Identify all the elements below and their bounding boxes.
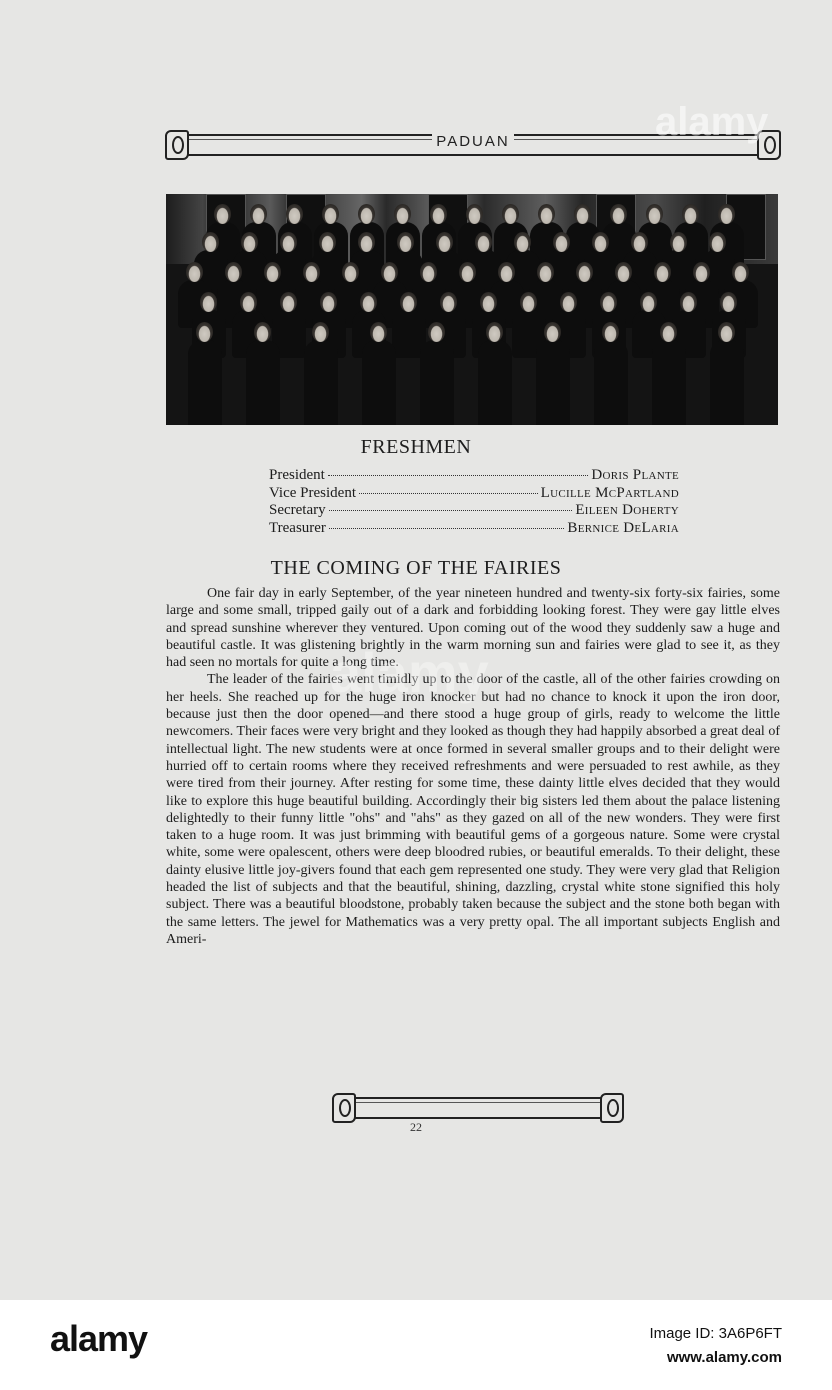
paragraph: The leader of the fairies went timidly up to the door of the castle, all of the other fairies crowding on her heels. She reached up for the huge iron knocker but had no chance to knock it upon the iron door, because just then the door opened—and there stood a huge group of girls, ready to welcome the little newcomers. Their faces were very bright and they looked as though they had happily absorbed a great deal of intellectual light. The new students were at once formed in several smaller groups and to their delight were hurried off to certain rooms where they received refreshments and were persuaded to rest awhile, as they were tired from their journey. After resting for some time, these dainty little elves decided that they would like to explore this huge beautiful building. Accordingly their big sisters led them about the palace listening delightedly to their funny little "ohs" and "ahs" as they gazed on all of the new wonders. They were first taken to a huge room. It was just brimming with beautiful gems of a gorgeous nature. Some were crystal white, some were opalescent, others were deep bloodred rubies, or beautiful emeralds. To their delight, these dainty elusive little joy-givers found that each gem represented one study. They were very glad that Religion headed the list of subjects and that the beautiful, shining, dazzling, crystal white stone signified this holy subject. There was a beautiful bloodstone, probably taken because the subject and the stone both began with the same letters. The jewel for Mathematics was a very pretty opal. The all important subjects English and Ameri- — [166, 672, 780, 947]
photo-figure-head — [440, 292, 457, 312]
officer-name: Eileen Doherty — [575, 502, 679, 518]
photo-figure-head — [592, 232, 609, 252]
photo-figure-head — [680, 292, 697, 312]
class-heading: FRESHMEN — [360, 436, 472, 458]
photo-figure-body — [652, 340, 686, 425]
photo-figure-head — [553, 232, 570, 252]
photo-figure-head — [430, 204, 447, 224]
photo-figure-head — [498, 262, 515, 282]
photo-figure-head — [241, 232, 258, 252]
leader-dots — [328, 475, 589, 476]
scroll-end-right-icon — [600, 1093, 624, 1123]
photo-figure-head — [322, 204, 339, 224]
photo-figure-body — [188, 340, 222, 425]
photo-figure-head — [660, 322, 677, 342]
photo-figure-head — [560, 292, 577, 312]
photo-figure-head — [436, 232, 453, 252]
photo-figure-head — [225, 262, 242, 282]
officer-row-president — [269, 467, 679, 485]
photo-figure-head — [264, 262, 281, 282]
photo-figure-head — [466, 204, 483, 224]
leader-dots — [359, 493, 538, 494]
photo-figure-head — [400, 292, 417, 312]
banner-bar — [346, 1097, 610, 1119]
photo-figure-head — [682, 204, 699, 224]
photo-figure-head — [640, 292, 657, 312]
image-id: Image ID: 3A6P6FT — [649, 1325, 782, 1342]
photo-figure-head — [520, 292, 537, 312]
photo-figure-body — [362, 340, 396, 425]
photo-figure-head — [486, 322, 503, 342]
paragraph: One fair day in early September, of the year nineteen hundred and twenty-six forty-six fairies, some large and some small, tripped gaily out of a dark and forbidding looking forest. They were gay little elves and spread sunshine wherever they ventured. Upon coming out of the wood they suddenly saw a huge and beautiful castle. It was glistening brightly in the warm morning sun and fairies were glad to see it, as they had seen no mortals for quite a long time. — [166, 586, 780, 671]
photo-figure-head — [670, 232, 687, 252]
officer-name: Doris Plante — [591, 467, 679, 483]
photo-figure-head — [646, 204, 663, 224]
photo-figure-head — [394, 204, 411, 224]
officer-role: President — [269, 467, 325, 483]
photo-figure-head — [286, 204, 303, 224]
photo-figure-head — [538, 204, 555, 224]
page-number: 22 — [410, 1120, 422, 1134]
watermark-center: alamy — [330, 641, 489, 704]
photo-figure-head — [186, 262, 203, 282]
photo-figure-head — [319, 232, 336, 252]
officer-role: Secretary — [269, 502, 326, 518]
photo-figure-head — [480, 292, 497, 312]
photo-figure-head — [537, 262, 554, 282]
stock-footer — [0, 1300, 832, 1390]
officer-role: Vice President — [269, 484, 356, 501]
officer-row-treasurer — [269, 520, 679, 538]
alamy-logo: alamy — [50, 1318, 148, 1359]
photo-figure-head — [214, 204, 231, 224]
scroll-end-left-icon — [332, 1093, 356, 1123]
photo-figure-head — [631, 232, 648, 252]
photo-figure-head — [693, 262, 710, 282]
photo-figure-head — [544, 322, 561, 342]
photo-figure-head — [732, 262, 749, 282]
site-url: www.alamy.com — [666, 1349, 782, 1366]
photo-figure-head — [459, 262, 476, 282]
photo-figure-head — [718, 322, 735, 342]
photo-figure-head — [360, 292, 377, 312]
photo-figure-head — [254, 322, 271, 342]
header-banner — [165, 130, 781, 160]
photo-figure-head — [342, 262, 359, 282]
leader-dots — [329, 510, 573, 511]
photo-figure-head — [514, 232, 531, 252]
photo-figure-head — [358, 232, 375, 252]
officer-name: Lucille McPartland — [540, 484, 679, 501]
photo-figure-body — [478, 340, 512, 425]
photo-figure-head — [381, 262, 398, 282]
photo-figure-head — [397, 232, 414, 252]
photo-figure-head — [709, 232, 726, 252]
photo-figure-body — [536, 340, 570, 425]
watermark: alamy — [655, 100, 769, 144]
photo-figure-head — [320, 292, 337, 312]
photo-figure-head — [610, 204, 627, 224]
photo-figure-body — [594, 340, 628, 425]
photo-figure-head — [312, 322, 329, 342]
class-photograph — [166, 194, 778, 425]
officer-row-secretary — [269, 502, 679, 520]
photo-figure-body — [246, 340, 280, 425]
photo-figure-head — [720, 292, 737, 312]
officer-name: Bernice DeLaria — [567, 519, 679, 536]
photo-figure-head — [196, 322, 213, 342]
image-id-block — [649, 1322, 782, 1370]
photo-figure-head — [200, 292, 217, 312]
photo-figure-head — [370, 322, 387, 342]
photo-figure-head — [202, 232, 219, 252]
officer-role: Treasurer — [269, 519, 326, 536]
leader-dots — [329, 528, 564, 529]
photo-figure-head — [240, 292, 257, 312]
officer-row-vice-president — [269, 485, 679, 503]
photo-figure-head — [303, 262, 320, 282]
photo-figure-head — [475, 232, 492, 252]
photo-figure-head — [600, 292, 617, 312]
officers-list — [269, 467, 679, 537]
photo-figure-body — [304, 340, 338, 425]
footer-banner — [332, 1093, 624, 1123]
photo-figure-head — [602, 322, 619, 342]
photo-figure-head — [576, 262, 593, 282]
photo-figure-head — [420, 262, 437, 282]
banner-title: PADUAN — [432, 133, 513, 150]
photo-figure-head — [718, 204, 735, 224]
photo-figure-head — [574, 204, 591, 224]
photo-figure-head — [250, 204, 267, 224]
photo-figure-body — [420, 340, 454, 425]
photo-figure-head — [280, 292, 297, 312]
story-title: THE COMING OF THE FAIRIES — [270, 557, 562, 579]
photo-figure-head — [615, 262, 632, 282]
photo-figure-head — [280, 232, 297, 252]
photo-figure-head — [358, 204, 375, 224]
photo-figure-body — [710, 340, 744, 425]
story-body — [166, 585, 780, 948]
photo-figure-head — [502, 204, 519, 224]
photo-figure-head — [654, 262, 671, 282]
photo-figure-head — [428, 322, 445, 342]
